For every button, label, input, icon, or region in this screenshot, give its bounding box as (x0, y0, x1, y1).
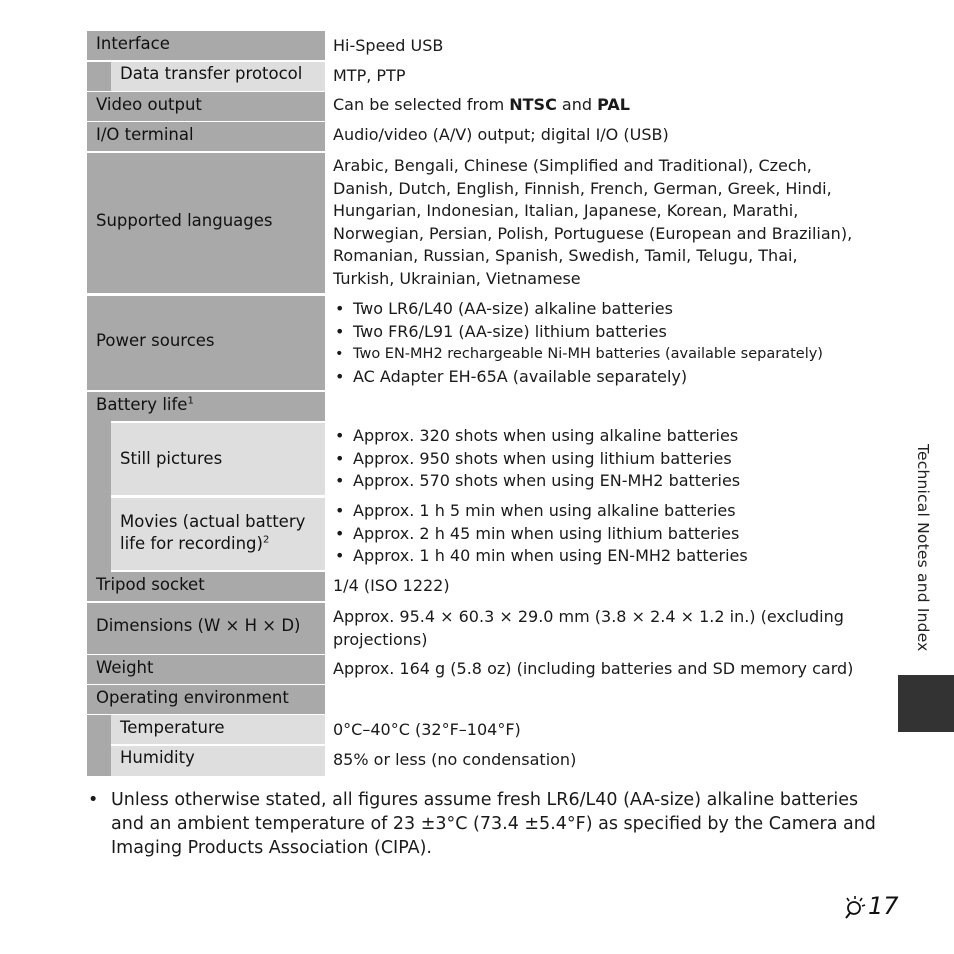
pal-option: PAL (597, 95, 630, 114)
row-label-movies (111, 498, 325, 570)
row-label-operating (87, 685, 325, 714)
list-item: • Approx. 2 h 45 min when using lithium batteries (333, 523, 873, 546)
row-value-tripod: 1/4 (ISO 1222) (333, 576, 450, 595)
label-text: Dimensions (W × H × D) (96, 616, 301, 635)
row-value-weight: Approx. 164 g (5.8 oz) (including batteries and SD memory card) (333, 659, 854, 678)
flash-bulb-icon (842, 894, 868, 920)
list-item: • Two LR6/L40 (AA-size) alkaline batteries (333, 298, 873, 321)
row-value-video-output (333, 94, 873, 117)
row-label-battery-life (87, 392, 325, 421)
row-value-temperature: 0°C–40°C (32°F–104°F) (333, 720, 521, 739)
label-text: I/O terminal (96, 125, 194, 144)
row-value-languages: Arabic, Bengali, Chinese (Simplified and Traditional), Czech, Danish, Dutch, English, Finnish, French, German, Greek, Hindi, Hungarian, Indonesian, Italian, Japanese, Korean, Marathi, Norwegian, Persian, Polish, Portuguese (European and Brazilian), Romanian, Russian, Spanish, Swedish, Tamil, Telugu, Thai, Turkish, Ukrainian, Vietnamese (333, 156, 853, 288)
list-item: • Approx. 1 h 40 min when using EN-MH2 batteries (333, 545, 873, 568)
row-value-io-terminal: Audio/video (A/V) output; digital I/O (USB) (333, 125, 669, 144)
footnote-marker: 2 (262, 534, 270, 546)
value-prefix: Can be selected from (333, 95, 510, 114)
row-label-dimensions (87, 603, 325, 654)
row-label-io-terminal (87, 122, 325, 151)
label-text: Weight (96, 658, 154, 677)
label-text: Interface (96, 34, 170, 53)
row-label-data-transfer (111, 62, 325, 91)
row-label-temperature (111, 715, 325, 744)
label-text: Supported languages (96, 211, 273, 230)
row-label-video-output (87, 92, 325, 121)
row-value-data-transfer: MTP, PTP (333, 66, 406, 85)
list-item: • Two FR6/L91 (AA-size) lithium batteries (333, 321, 873, 344)
list-item: • Approx. 320 shots when using alkaline batteries (333, 425, 873, 448)
footnote-marker: 1 (187, 395, 194, 407)
label-text (96, 394, 321, 416)
battery-life-text: Battery life (96, 395, 188, 414)
movies-text: Movies (actual battery life for recording) (120, 512, 306, 553)
battery-indent-bar (87, 421, 111, 572)
label-text: Power sources (96, 331, 215, 350)
label-text: Humidity (120, 748, 195, 767)
row-value-movies (333, 500, 873, 568)
page-number-text: 17 (868, 892, 899, 920)
interface-indent-bar (87, 62, 111, 91)
row-label-still-pictures (111, 423, 325, 495)
list-item: • AC Adapter EH-65A (available separately) (333, 366, 873, 389)
label-text: Tripod socket (96, 575, 205, 594)
footnote-text: Unless otherwise stated, all figures assume fresh LR6/L40 (AA-size) alkaline batteries and an ambient temperature of 23 ±3°C (73.4 ±5.4°F) as specified by the Camera and Imaging Products Association (CIPA). (111, 790, 876, 858)
row-value-interface: Hi-Speed USB (333, 36, 444, 55)
value-and: and (556, 95, 598, 114)
section-tab-label: Technical Notes and Index (914, 444, 932, 652)
row-label-interface (87, 31, 325, 60)
bullet-marker: • (88, 790, 99, 810)
list-item: • Two EN-MH2 rechargeable Ni-MH batteries (available separately) (333, 343, 873, 366)
row-label-tripod (87, 572, 325, 601)
row-value-still-pictures (333, 425, 873, 493)
list-item: • Approx. 1 h 5 min when using alkaline batteries (333, 500, 873, 523)
row-label-power (87, 296, 325, 390)
list-item: • Approx. 950 shots when using lithium batteries (333, 448, 873, 471)
label-text: Operating environment (96, 688, 289, 707)
ntsc-option: NTSC (509, 95, 557, 114)
label-text: Data transfer protocol (120, 64, 303, 83)
row-label-humidity (111, 746, 325, 776)
page-number (842, 892, 899, 920)
operating-indent-bar (87, 715, 111, 776)
row-value-humidity: 85% or less (no condensation) (333, 750, 577, 769)
label-text: Still pictures (120, 449, 223, 468)
label-text (120, 511, 321, 555)
label-text: Temperature (120, 718, 225, 737)
list-item: • Approx. 570 shots when using EN-MH2 batteries (333, 470, 873, 493)
row-value-power (333, 298, 873, 388)
row-value-dimensions: Approx. 95.4 × 60.3 × 29.0 mm (3.8 × 2.4 × 1.2 in.) (excluding projections) (333, 607, 844, 649)
section-tab-marker (898, 675, 954, 732)
row-label-weight (87, 655, 325, 684)
label-text: Video output (96, 95, 202, 114)
row-label-languages (87, 153, 325, 293)
